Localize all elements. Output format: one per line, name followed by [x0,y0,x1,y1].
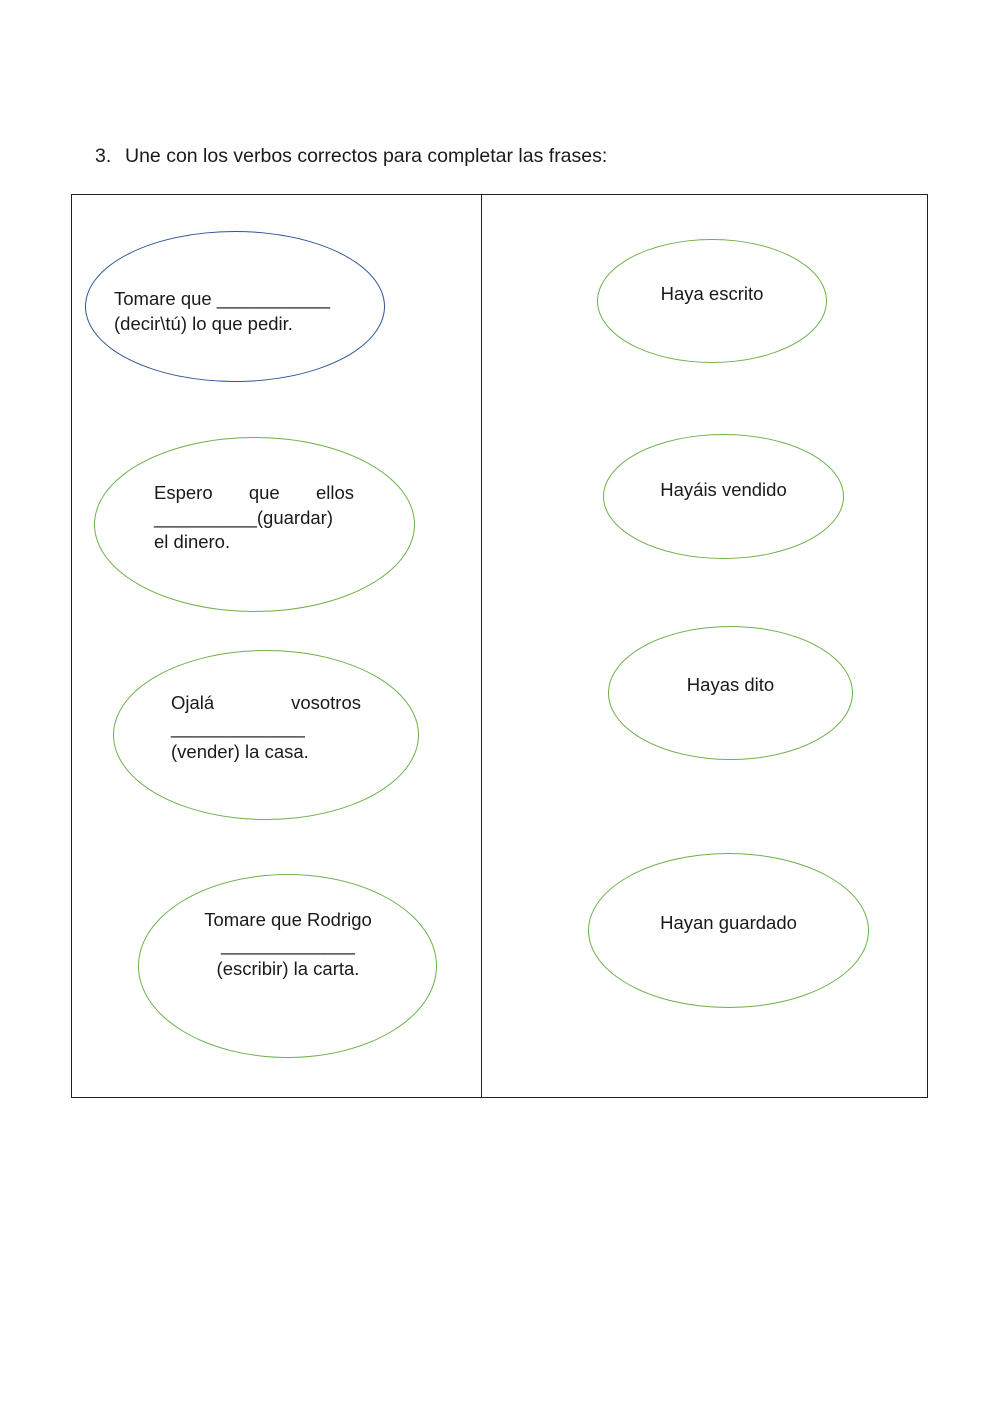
sentence-4-line-3: (escribir) la carta. [216,958,360,979]
answer-1-text: Haya escrito [660,283,764,304]
sentence-1-text [114,287,330,336]
sentence-3-word-1: Ojalá [171,692,215,713]
column-divider [481,194,482,1098]
answer-2-text: Hayáis vendido [660,479,787,500]
instruction-text: Une con los verbos correctos para completar las frases: [125,145,608,167]
sentence-2-word-1: Espero [154,482,213,503]
answer-3-text: Hayas dito [686,674,775,695]
sentence-3-line-1 [171,691,361,716]
sentence-3-line-2: _____________ [171,716,305,738]
sentence-2-line-2: __________(guardar) [154,506,333,528]
sentence-4-line-2: _____________ [221,933,355,955]
sentence-1-line-2: (decir\tú) lo que pedir. [114,312,293,334]
sentence-2-line-3: el dinero. [154,531,231,552]
sentence-4-line-1: Tomare que Rodrigo [204,909,372,930]
sentence-1-line-1: Tomare que ___________ [114,288,331,309]
answer-4-text: Hayan guardado [660,912,797,933]
sentence-3-word-2: vosotros [291,692,361,713]
instruction [95,144,607,168]
sentence-3-line-3: (vender) la casa. [171,741,309,762]
sentence-2-text [154,481,354,555]
sentence-2-line-1 [154,481,354,506]
sentence-2-word-2: que [248,482,280,503]
sentence-2-word-3: ellos [315,482,354,503]
sentence-4-text [178,908,398,982]
sentence-3-text [171,691,361,765]
instruction-number: 3. [95,145,112,167]
